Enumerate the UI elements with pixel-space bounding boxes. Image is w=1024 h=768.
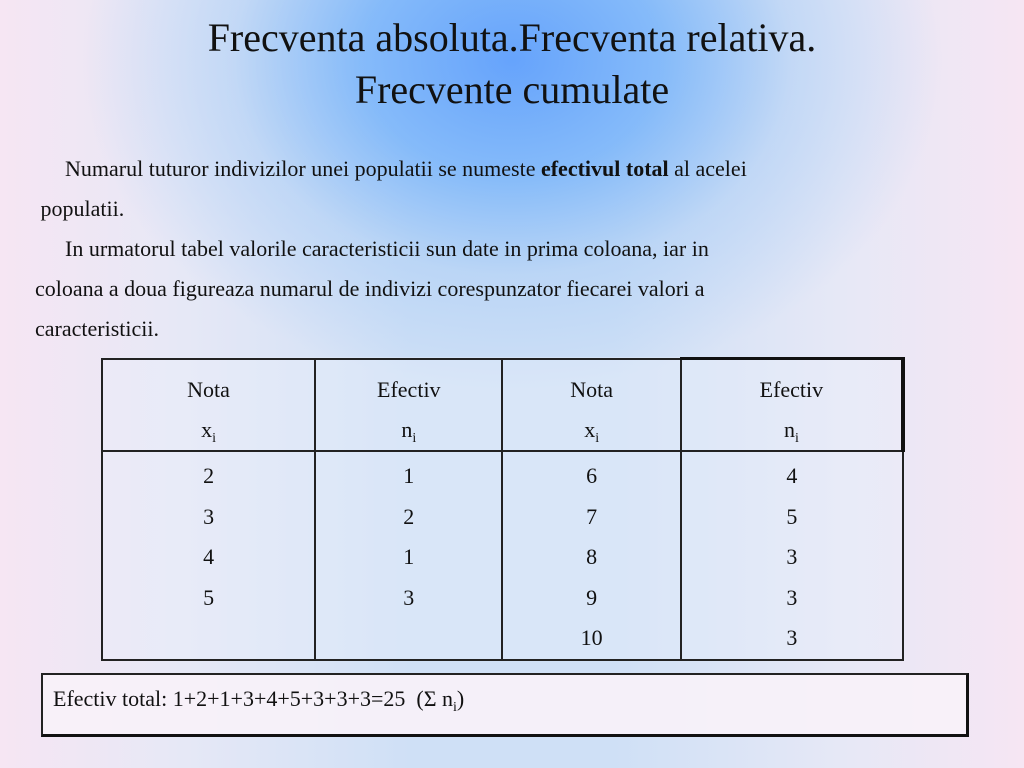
header-label: Efectiv bbox=[377, 376, 441, 402]
table-cell: 6 bbox=[586, 463, 598, 488]
slide-title bbox=[0, 12, 1024, 116]
table-cell: 3 bbox=[786, 584, 798, 610]
header-symbol: $x_i$ bbox=[201, 416, 216, 446]
table-cell: 5 bbox=[786, 503, 798, 529]
table-cell: 3 bbox=[203, 503, 215, 529]
header-cell bbox=[102, 359, 315, 452]
paragraph-intro-line-1: In urmatorul tabel valorile caracteristicii sun date in prima coloana, iar in bbox=[65, 236, 709, 261]
table-cell: 8 bbox=[586, 544, 598, 569]
column-nota-2 bbox=[502, 451, 680, 660]
table-cell: 9 bbox=[586, 584, 598, 610]
table-cell: 3 bbox=[786, 625, 798, 650]
column-nota-1 bbox=[102, 451, 315, 660]
definition-text-end: al acelei bbox=[668, 156, 747, 181]
header-cell bbox=[315, 359, 502, 452]
title-line-1: Frecventa absoluta.Frecventa relativa. bbox=[207, 15, 817, 60]
title-line-2: Frecvente cumulate bbox=[354, 67, 670, 112]
table-body-row bbox=[102, 451, 903, 660]
total-text: Efectiv total: 1+2+1+3+4+5+3+3+3=25 (Σ n bbox=[53, 686, 454, 711]
paragraph-definition-line-1 bbox=[35, 149, 747, 189]
total-subscript: i bbox=[453, 700, 457, 715]
paragraph-definition bbox=[35, 149, 747, 229]
table-header-row bbox=[102, 359, 903, 452]
column-efectiv-1 bbox=[315, 451, 502, 660]
total-box bbox=[41, 673, 969, 737]
table-cell: 2 bbox=[403, 503, 415, 529]
header-label: Nota bbox=[187, 376, 230, 402]
header-symbol: $n_i$ bbox=[401, 416, 417, 446]
table-cell: 10 bbox=[580, 625, 603, 650]
header-symbol: $x_i$ bbox=[584, 416, 600, 446]
table-cell: 1 bbox=[403, 544, 415, 569]
header-symbol: $n_i$ bbox=[783, 417, 799, 446]
column-efectiv-2 bbox=[681, 451, 903, 660]
paragraph-table-intro bbox=[35, 229, 709, 349]
table-cell: 3 bbox=[786, 544, 798, 569]
table-cell: 7 bbox=[586, 503, 598, 529]
definition-bold-term: efectivul total bbox=[540, 156, 669, 181]
table-cell: 5 bbox=[203, 584, 215, 610]
paragraph-intro-line-3: caracteristicii. bbox=[35, 316, 159, 341]
table-cell: 3 bbox=[403, 584, 415, 610]
header-cell bbox=[681, 359, 903, 452]
paragraph-definition-line-2: populatii. bbox=[35, 196, 125, 221]
total-close: ) bbox=[456, 686, 465, 711]
table-cell: 4 bbox=[786, 463, 798, 488]
definition-text-start: Numarul tuturor indivizilor unei populatii se numeste bbox=[65, 156, 541, 181]
table-cell: 4 bbox=[203, 544, 215, 569]
header-cell bbox=[502, 359, 680, 452]
paragraph-intro-line-2: coloana a doua figureaza numarul de indivizi corespunzator fiecarei valori a bbox=[35, 276, 705, 301]
header-label: Nota bbox=[570, 376, 614, 402]
frequency-table bbox=[101, 357, 905, 661]
table-cell: 1 bbox=[403, 463, 415, 488]
header-label: Efectiv bbox=[759, 377, 824, 402]
table-cell: 2 bbox=[203, 463, 215, 488]
